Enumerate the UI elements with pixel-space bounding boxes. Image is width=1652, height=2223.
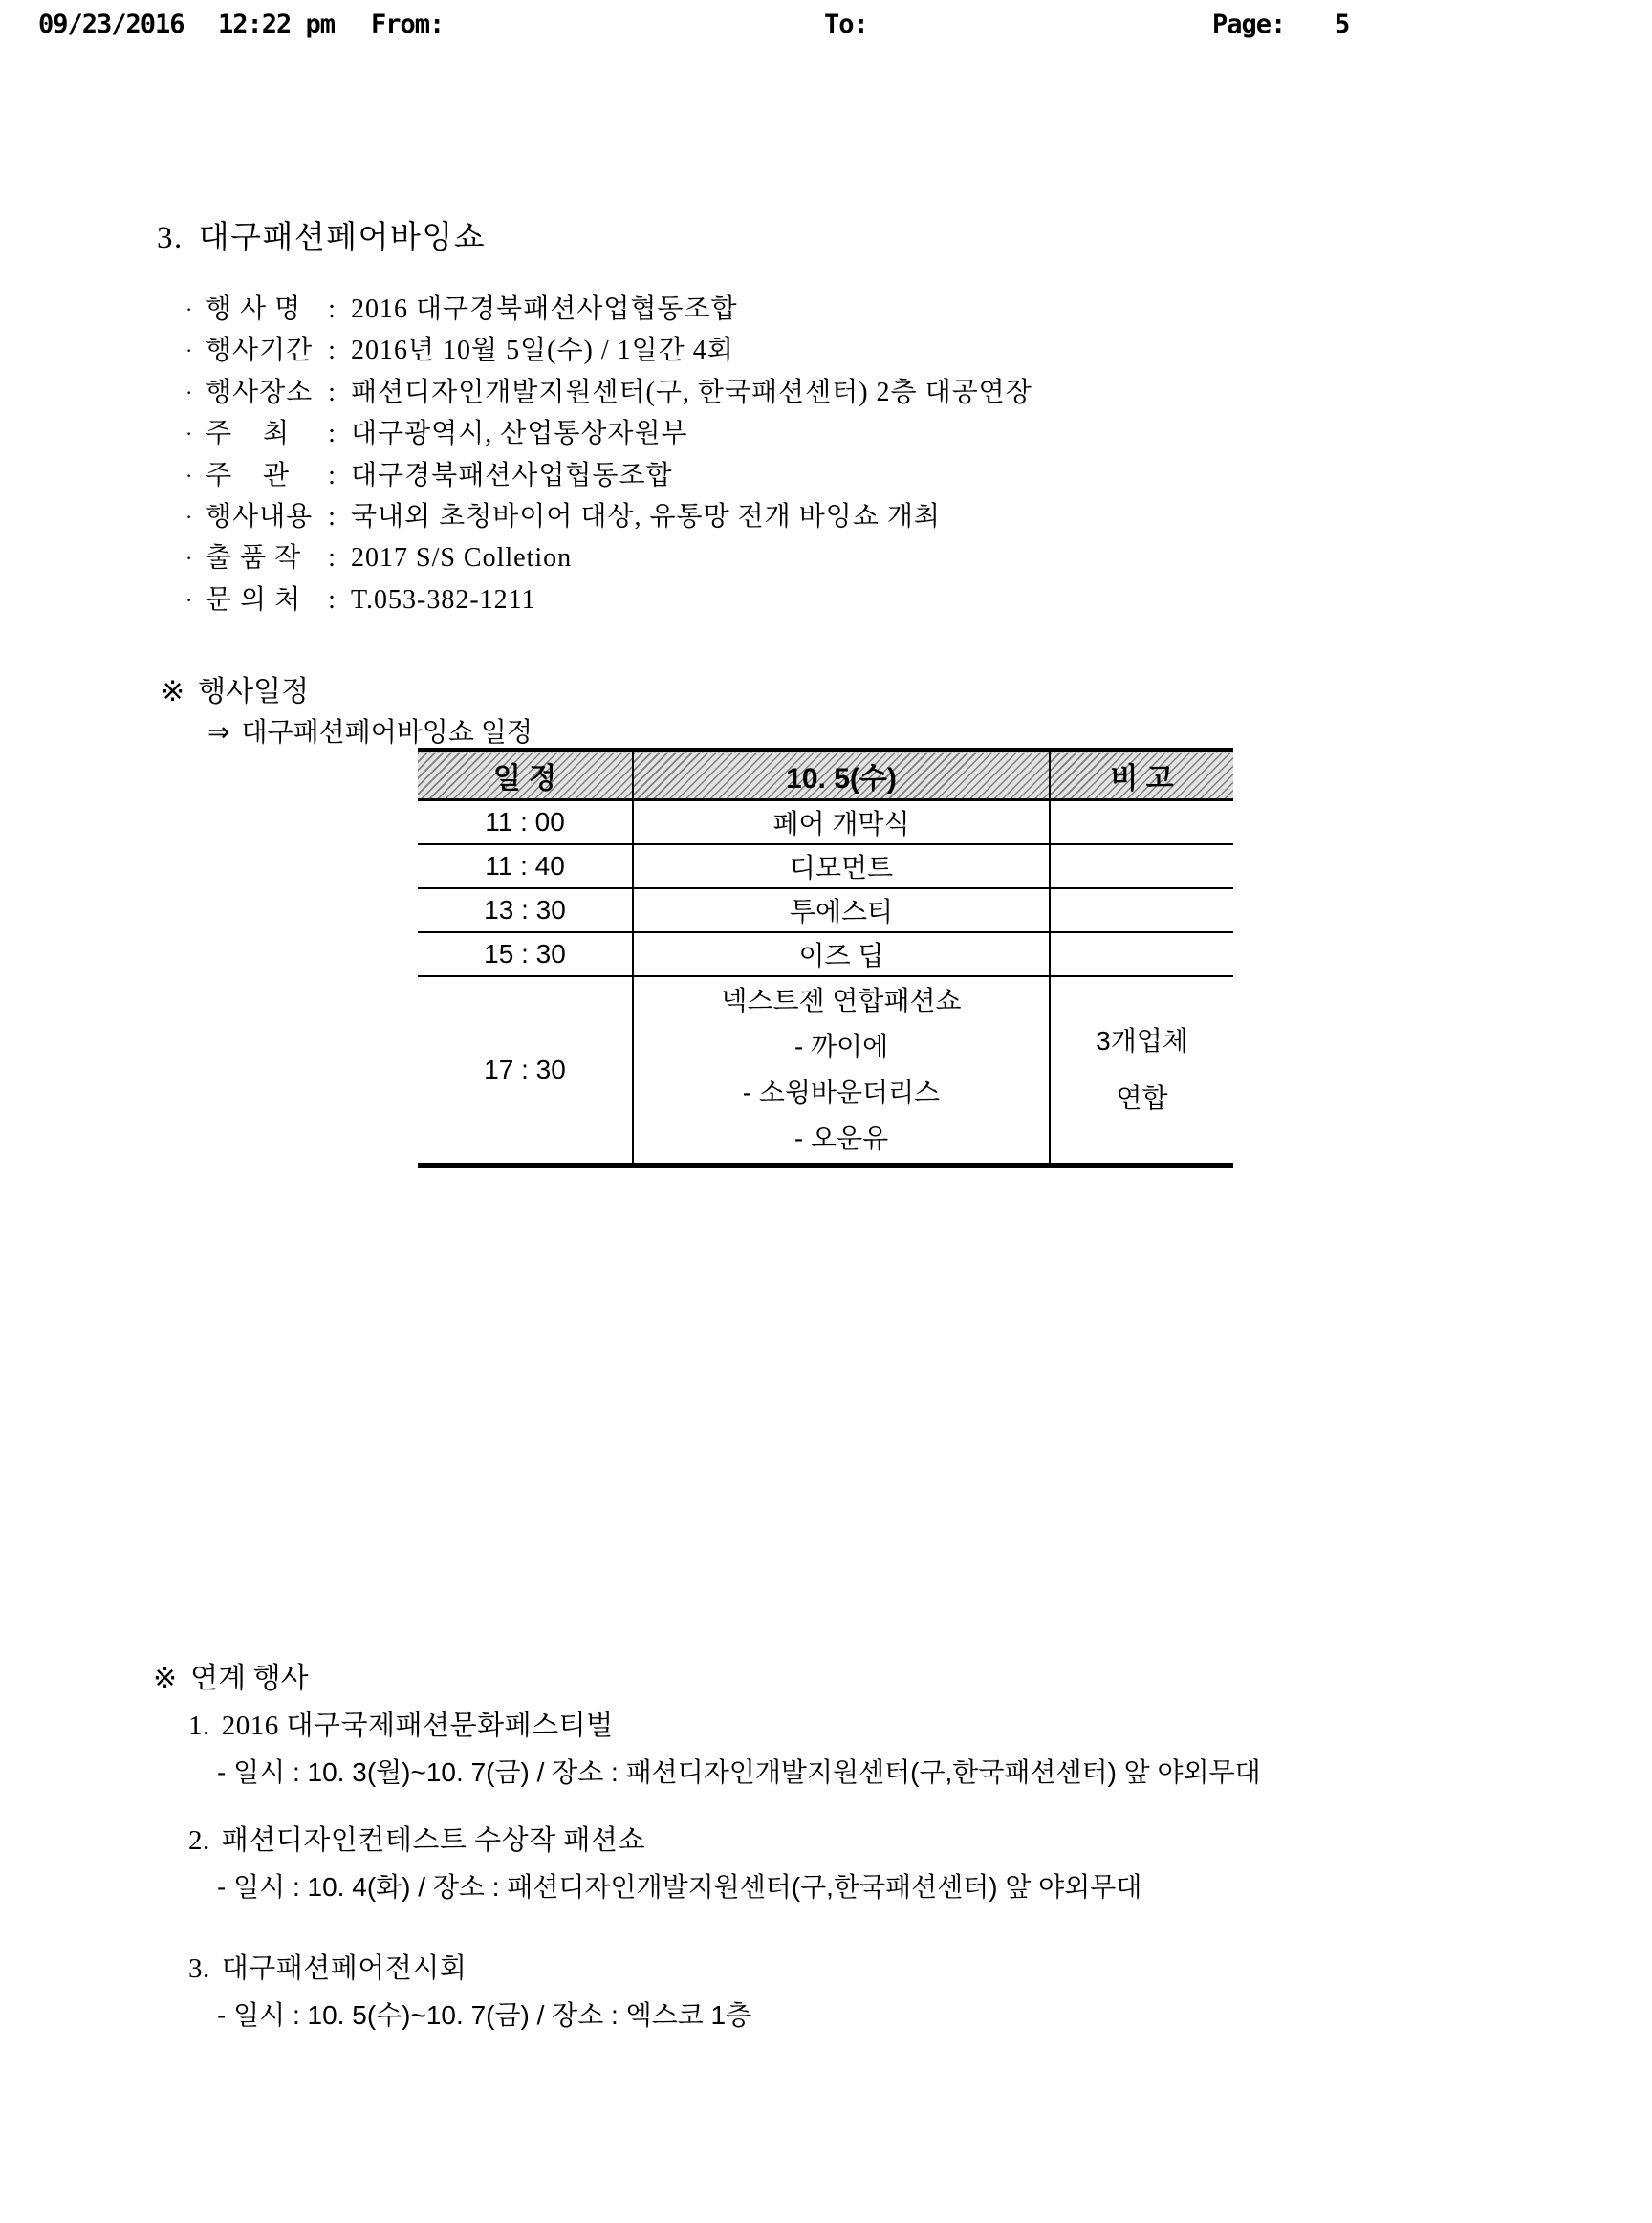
section-title <box>157 212 486 257</box>
table-row <box>418 932 1233 976</box>
bullet-dot-icon: · <box>185 546 193 571</box>
event-line: - 까이에 <box>793 1031 889 1061</box>
cell-note <box>1050 844 1233 888</box>
linked-event-2-detail: - 일시 : 10. 4(화) / 장소 : 패션디자인개발지원센터(구,한국패션센터) 앞 야외무대 <box>217 1872 1142 1902</box>
note-line: 연합 <box>1116 1082 1168 1113</box>
info-item-organizer: · 주 관 : 대구경북패션사업협동조합 <box>185 455 1032 496</box>
table-row <box>418 888 1233 932</box>
info-item-event-venue: · 행사장소 : 패션디자인개발지원센터(구, 한국패션센터) 2층 대공연장 <box>185 372 1032 413</box>
cell-time: 11 : 00 <box>418 800 633 844</box>
schedule-table <box>418 748 1233 1168</box>
reference-mark-icon: ※ <box>153 1663 178 1694</box>
linked-event-1-title: 1. 2016 대구국제패션문화페스티벌 <box>188 1711 614 1741</box>
fax-page-label: Page: <box>1212 10 1286 39</box>
table-row <box>418 976 1233 1166</box>
bullet-dot-icon: · <box>185 422 193 447</box>
fax-to-label: To: <box>824 10 868 39</box>
cell-note <box>1050 932 1233 976</box>
cell-note <box>1050 800 1233 844</box>
info-item-exhibits: · 출 품 작 : 2017 S/S Colletion <box>185 537 1032 578</box>
event-line: 넥스트젠 연합패션쇼 <box>721 985 962 1015</box>
reference-mark-icon: ※ <box>161 676 185 708</box>
schedule-subheading-text: 대구패션페어바잉쇼 일정 <box>241 718 533 748</box>
event-line: - 오운유 <box>793 1122 889 1153</box>
linked-event-1-detail: - 일시 : 10. 3(월)~10. 7(금) / 장소 : 패션디자인개발지원센터(구,한국패션센터) 앞 야외무대 <box>217 1757 1261 1787</box>
note-line: 3개업체 <box>1096 1025 1188 1056</box>
cell-time: 17 : 30 <box>418 976 633 1166</box>
fax-date: 09/23/2016 <box>38 10 185 39</box>
fax-time: 12:22 pm <box>218 10 336 39</box>
col-header-time: 일 정 <box>418 751 633 800</box>
cell-note <box>1050 888 1233 932</box>
schedule-subheading <box>207 711 533 750</box>
linked-events-heading-text: 연계 행사 <box>190 1663 309 1694</box>
bullet-dot-icon: · <box>185 338 193 363</box>
bullet-dot-icon: · <box>185 463 193 488</box>
section-title-text: 대구패션페어바잉쇼 <box>198 221 487 255</box>
schedule-header-row <box>418 751 1233 800</box>
section-number: 3. <box>157 221 184 255</box>
fax-from-label: From: <box>371 10 445 39</box>
table-row <box>418 800 1233 844</box>
fax-page-number: 5 <box>1335 10 1350 39</box>
info-item-event-content: · 행사내용 : 국내외 초청바이어 대상, 유통망 전개 바잉쇼 개최 <box>185 496 1032 537</box>
cell-event: 이즈 딥 <box>633 932 1050 976</box>
info-item-event-period: · 행사기간 : 2016년 10월 5일(수) / 1일간 4회 <box>185 330 1032 371</box>
cell-note <box>1050 976 1233 1166</box>
schedule-heading-text: 행사일정 <box>198 676 310 708</box>
bullet-dot-icon: · <box>185 504 193 529</box>
schedule-section-heading <box>161 667 309 709</box>
col-header-date: 10. 5(수) <box>633 751 1050 800</box>
table-row <box>418 844 1233 888</box>
cell-event: 디모먼트 <box>633 844 1050 888</box>
cell-time: 13 : 30 <box>418 888 633 932</box>
bullet-dot-icon: · <box>185 380 193 404</box>
linked-event-3-title: 3. 대구패션페어전시회 <box>188 1953 467 1984</box>
info-item-host: · 주 최 : 대구광역시, 산업통상자원부 <box>185 413 1032 454</box>
linked-event-3-detail: - 일시 : 10. 5(수)~10. 7(금) / 장소 : 엑스코 1층 <box>217 2000 752 2030</box>
cell-event: 페어 개막식 <box>633 800 1050 844</box>
event-line: - 소윙바운더리스 <box>742 1077 941 1107</box>
event-line-group <box>635 978 1048 1162</box>
arrow-right-icon: ⇒ <box>207 718 230 748</box>
linked-event-2-title: 2. 패션디자인컨테스트 수상작 패션쇼 <box>188 1825 645 1856</box>
cell-event: 투에스티 <box>633 888 1050 932</box>
bullet-dot-icon: · <box>185 587 193 612</box>
info-item-event-name: · 행 사 명 : 2016 대구경북패션사업협동조합 <box>185 289 1032 330</box>
event-info-list <box>185 289 1032 621</box>
info-item-contact: · 문 의 처 : T.053-382-1211 <box>185 579 1032 621</box>
cell-event <box>633 976 1050 1166</box>
linked-events-heading <box>153 1654 309 1696</box>
note-line-group <box>1052 1013 1232 1127</box>
cell-time: 15 : 30 <box>418 932 633 976</box>
bullet-dot-icon: · <box>185 297 193 321</box>
cell-time: 11 : 40 <box>418 844 633 888</box>
col-header-note: 비 고 <box>1050 751 1233 800</box>
